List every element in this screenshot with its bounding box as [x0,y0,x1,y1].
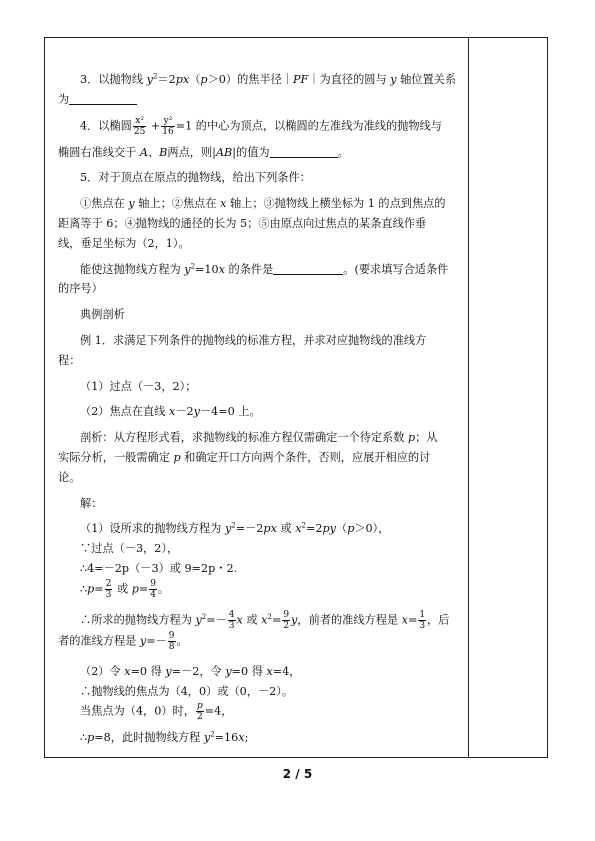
q3-line2: 为 [58,90,462,110]
section-heading: 典例剖析 [80,308,125,322]
q5-line6: 的序号） [58,282,103,296]
answer-blank[interactable] [270,145,338,158]
q5-line4: 线，垂足坐标为（2，1）。 [58,236,190,250]
document-content [58,70,462,748]
fraction: $\frac{4}{3}$ [228,609,235,631]
ex1-line1: 例 1．求满足下列条件的抛物线的标准方程，并求对应抛物线的准线方 [80,333,427,347]
fraction: $\frac{1}{3}$ [419,609,426,631]
q5-line1: 5．对于顶点在原点的抛物线，给出下列条件： [80,171,311,185]
solution-step-5: ∴所求的抛物线方程为 $y^2=-$ $\frac{4}{3}$ x 或 $x^2=$ $\frac{9}{2}$ y，前者的准线方程是 x= $\frac{1}{3}$ ，后 [80,609,450,631]
q5-line2: ①焦点在 y 轴上；②焦点在 x 轴上；③抛物线上横坐标为 1 的点到焦点的 [80,197,446,211]
analysis-line2: 实际分析，一般需确定 p 和确定开口方向两个条件，否则，应展开相应的讨 [58,450,431,464]
solution-step-10: ∴p=8，此时抛物线方程 $y^2=16x$; [80,730,249,745]
q5-line3: 距离等于 6；④抛物线的通径的长为 5；⑤由原点向过焦点的某条直线作垂 [58,216,427,230]
fraction: $\frac{9}{2}$ [283,609,290,631]
fraction: $\frac{9}{4}$ [150,578,156,600]
solution-step-7: （2）令 x=0 得 y=－2，令 y=0 得 x=4， [80,664,301,678]
ex1-condition-2: （2）焦点在直线 x－2y－4=0 上。 [80,405,261,419]
analysis-line1: 剖析：从方程形式看，求抛物线的标准方程仅需确定一个待定系数 p；从 [80,431,438,445]
solution-step-6: 者的准线方程是 y=－ $\frac{9}{8}$ 。 [58,630,188,652]
fraction: $\frac{9}{8}$ [168,630,175,652]
column-divider [468,37,469,758]
q5-line5: 能使这抛物线方程为 $y^2=10x$ 的条件是 。(要求填写合适条件 [80,261,449,276]
analysis-line3: 论。 [58,470,81,484]
fraction: $\frac{p}{2}$ [196,701,203,723]
solution-step-1: （1）设所求的抛物线方程为 $y^2=-2px$ 或 $x^2=2py(p>0)$， [80,521,390,536]
page-number: 2 / 5 [282,767,313,781]
q4-line2: 椭圆右准线交于 A、B两点，则|AB|的值为 。 [58,145,349,159]
ex1-condition-1: （1）过点（－3，2）； [80,379,197,393]
fraction: $\frac{\text{x²}}{25}$ [133,115,146,137]
q4-line1: 4．以椭圆 $\frac{\text{x²}}{25}$ + $\frac{\text{y²}}{16}$ =1 的中心为顶点，以椭圆的左准线为准线的抛物线与 [80,115,442,137]
q3-line1: 3．以抛物线 $y^2=2px(p>0)$的焦半径｜PF｜为直径的圆与 y 轴位置关系 [80,72,457,86]
answer-blank[interactable] [69,92,137,105]
solution-step-4: ∴p= $\frac{2}{3}$ 或 p= $\frac{9}{4}$ 。 [80,578,170,600]
fraction: $\frac{2}{3}$ [105,578,112,600]
solution-step-9: 当焦点为（4，0）时， $\frac{p}{2}$ =4， [80,701,233,723]
ex1-line2: 程： [58,353,81,367]
solution-step-8: ∴抛物线的焦点为（4，0）或（0，－2）。 [80,684,294,698]
solution-step-3: ∴4=－2p（－3）或 9=2p・2. [80,561,238,575]
answer-blank[interactable] [273,262,343,275]
fraction: $\frac{\text{y²}}{16}$ [162,115,174,137]
solution-label: 解： [80,496,103,510]
solution-step-2: ∵过点（－3，2）， [80,542,179,556]
